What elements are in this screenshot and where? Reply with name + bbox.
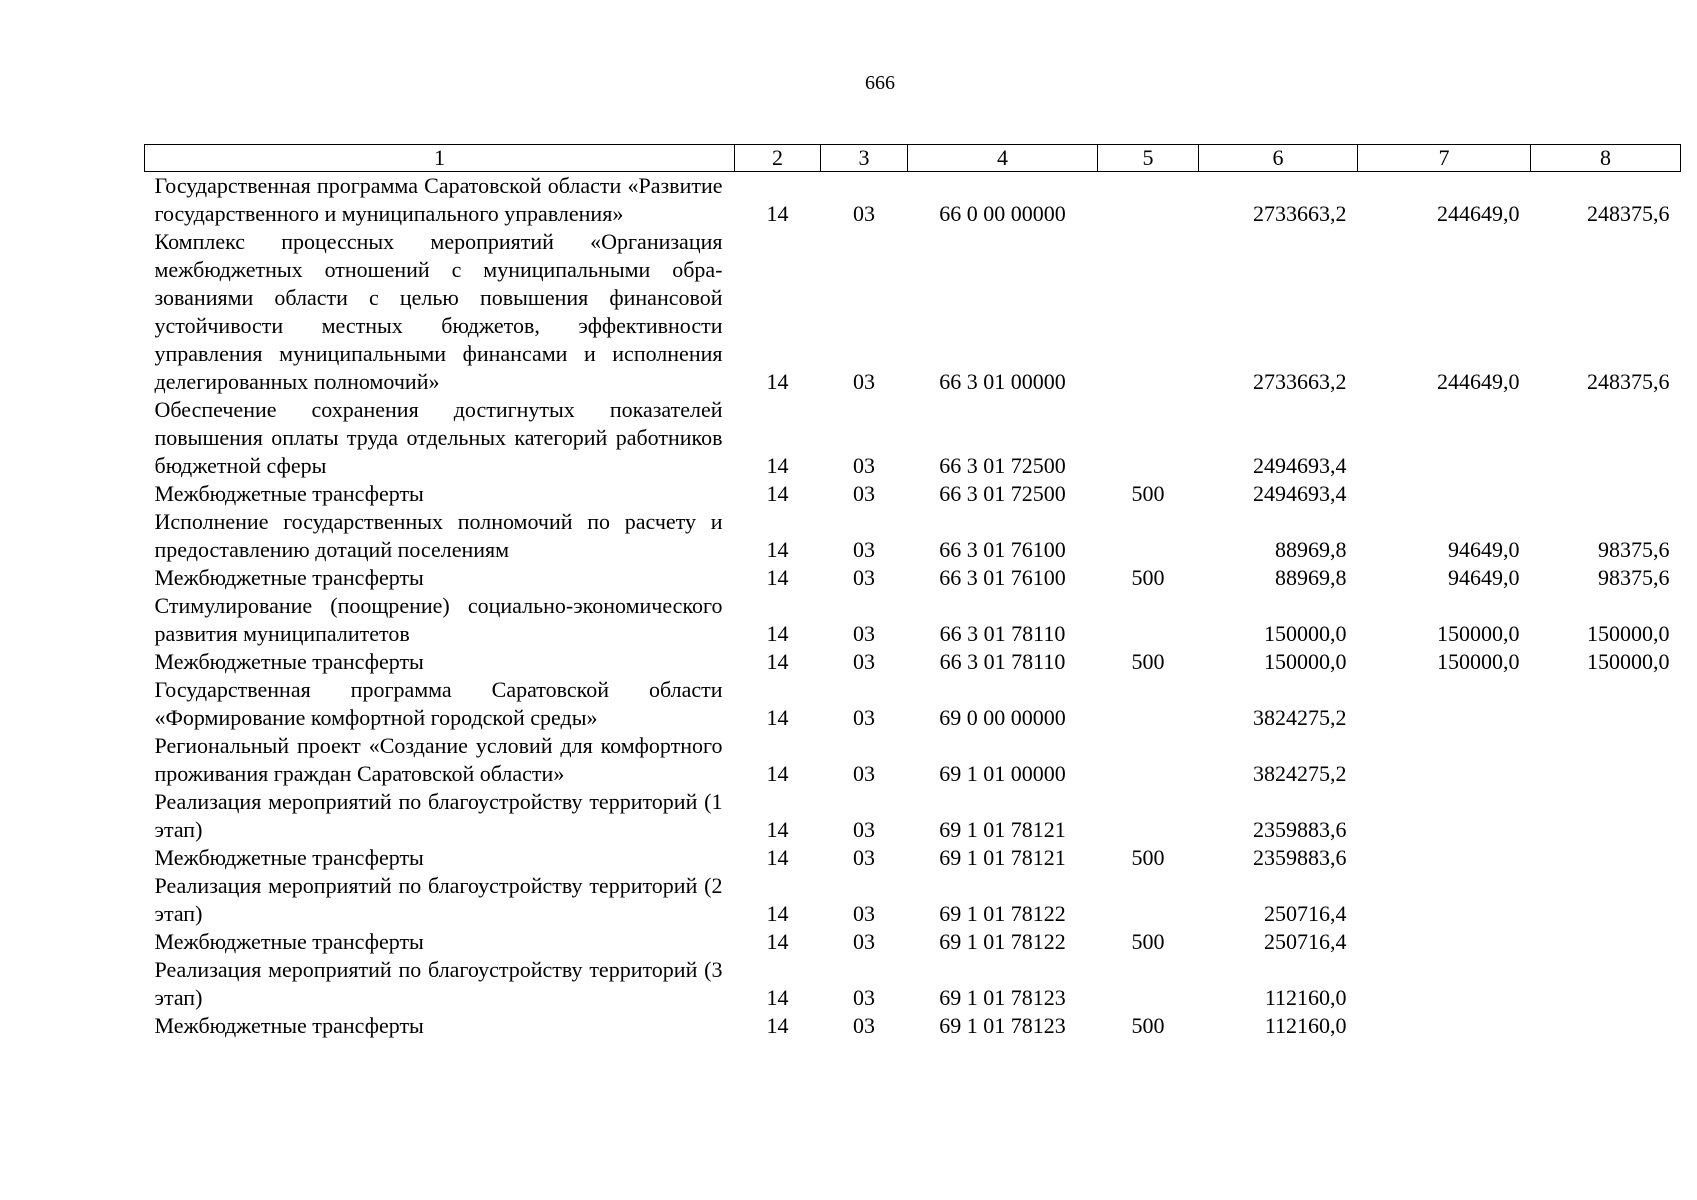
subsection-code: 03 — [853, 201, 875, 226]
amount-year-3: 98375,6 — [1598, 537, 1670, 562]
amount-year-2 — [1358, 396, 1531, 480]
section-code: 14 — [766, 985, 789, 1010]
amount-year-2 — [1358, 480, 1531, 508]
expense-type-code: 500 — [1131, 929, 1165, 954]
target-article-code: 69 1 01 78121 — [939, 845, 1066, 870]
amount-year-1: 88969,8 — [1275, 537, 1347, 562]
amount-year-3 — [1531, 676, 1681, 732]
row-name: Межбюджетные трансферты — [154, 845, 424, 870]
row-name: Комплекс процессных мероприятий «Организация межбюджетных отношений с муниципальными образованиями области с целью повышения финансовой устойчивости местных бюджетов, эффективности управления муниципальными финансами и исполнения делегированных полномочий» — [154, 229, 723, 394]
subsection-code: 03 — [853, 901, 875, 926]
amount-year-3 — [1531, 872, 1681, 928]
table-row — [145, 396, 1681, 480]
target-article-code: 69 1 01 78122 — [939, 929, 1066, 954]
row-name: Государственная программа Саратовской области «Формирование комфортной городской среды» — [154, 677, 723, 730]
subsection-code: 03 — [853, 761, 875, 786]
amount-year-1: 2359883,6 — [1253, 817, 1347, 842]
target-article-code: 69 1 01 00000 — [939, 761, 1066, 786]
section-code: 14 — [766, 453, 789, 478]
subsection-code: 03 — [853, 1013, 875, 1038]
target-article-code: 66 3 01 72500 — [939, 481, 1066, 506]
amount-year-1: 150000,0 — [1264, 649, 1347, 674]
column-header: 6 — [1199, 145, 1358, 172]
target-article-code: 69 1 01 78121 — [939, 817, 1066, 842]
section-code: 14 — [766, 845, 789, 870]
page-number: 666 — [865, 72, 895, 94]
expense-type-code — [1098, 676, 1199, 732]
amount-year-2 — [1358, 956, 1531, 1012]
row-name: Межбюджетные трансферты — [154, 565, 424, 590]
subsection-code: 03 — [853, 369, 875, 394]
amount-year-3: 248375,6 — [1587, 201, 1670, 226]
target-article-code: 66 3 01 76100 — [939, 537, 1066, 562]
amount-year-2 — [1358, 1012, 1531, 1040]
table-row — [145, 928, 1681, 956]
column-header: 3 — [821, 145, 908, 172]
row-name: Реализация мероприятий по благоустройству территорий (3 этап) — [154, 957, 723, 1010]
amount-year-3: 150000,0 — [1587, 621, 1670, 646]
table-row — [145, 732, 1681, 788]
target-article-code: 66 3 01 00000 — [939, 369, 1066, 394]
expense-type-code: 500 — [1131, 1013, 1165, 1038]
amount-year-1: 3824275,2 — [1253, 761, 1347, 786]
amount-year-3 — [1531, 396, 1681, 480]
subsection-code: 03 — [853, 817, 875, 842]
section-code: 14 — [766, 761, 789, 786]
amount-year-2: 94649,0 — [1448, 565, 1520, 590]
column-header: 8 — [1531, 145, 1681, 172]
row-name: Реализация мероприятий по благоустройству территорий (2 этап) — [154, 873, 723, 926]
column-header: 2 — [735, 145, 821, 172]
amount-year-3: 98375,6 — [1598, 565, 1670, 590]
amount-year-2 — [1358, 676, 1531, 732]
target-article-code: 66 3 01 72500 — [939, 453, 1066, 478]
table-row — [145, 648, 1681, 676]
table-row — [145, 228, 1681, 396]
row-name: Исполнение государственных полномочий по расчету и предоставлению дотаций поселениям — [154, 509, 723, 562]
row-name: Обеспечение сохранения достигнутых показателей повышения оплаты труда отдельных категорий работников бюджетной сферы — [154, 397, 723, 478]
subsection-code: 03 — [853, 985, 875, 1010]
table-row — [145, 676, 1681, 732]
table-row — [145, 844, 1681, 872]
expense-type-code — [1098, 396, 1199, 480]
row-name: Межбюджетные трансферты — [154, 1013, 424, 1038]
table-row — [145, 172, 1681, 229]
amount-year-3 — [1531, 844, 1681, 872]
target-article-code: 66 3 01 78110 — [939, 621, 1066, 646]
subsection-code: 03 — [853, 705, 875, 730]
target-article-code: 66 0 00 00000 — [939, 201, 1066, 226]
amount-year-3 — [1531, 788, 1681, 844]
subsection-code: 03 — [853, 929, 875, 954]
expense-type-code — [1098, 228, 1199, 396]
table-row — [145, 872, 1681, 928]
table-row — [145, 1012, 1681, 1040]
table-row — [145, 480, 1681, 508]
amount-year-2 — [1358, 844, 1531, 872]
column-header: 7 — [1358, 145, 1531, 172]
expense-type-code — [1098, 732, 1199, 788]
amount-year-2 — [1358, 928, 1531, 956]
table-row — [145, 564, 1681, 592]
amount-year-1: 2359883,6 — [1253, 845, 1347, 870]
amount-year-3 — [1531, 480, 1681, 508]
section-code: 14 — [766, 901, 789, 926]
amount-year-1: 2494693,4 — [1253, 481, 1347, 506]
amount-year-3: 150000,0 — [1587, 649, 1670, 674]
expense-type-code: 500 — [1131, 565, 1165, 590]
column-header: 1 — [145, 145, 735, 172]
row-name: Государственная программа Саратовской области «Развитие государственного и муниципального управления» — [154, 173, 723, 226]
subsection-code: 03 — [853, 481, 875, 506]
section-code: 14 — [766, 621, 789, 646]
amount-year-1: 250716,4 — [1264, 901, 1347, 926]
column-header: 5 — [1098, 145, 1199, 172]
row-name: Стимулирование (поощрение) социально-экономического развития муниципалитетов — [154, 593, 723, 646]
subsection-code: 03 — [853, 649, 875, 674]
expense-type-code — [1098, 172, 1199, 229]
target-article-code: 69 0 00 00000 — [939, 705, 1066, 730]
subsection-code: 03 — [853, 621, 875, 646]
amount-year-3 — [1531, 928, 1681, 956]
section-code: 14 — [766, 201, 789, 226]
section-code: 14 — [766, 705, 789, 730]
subsection-code: 03 — [853, 453, 875, 478]
expense-type-code: 500 — [1131, 845, 1165, 870]
amount-year-2: 244649,0 — [1437, 201, 1520, 226]
row-name: Реализация мероприятий по благоустройству территорий (1 этап) — [154, 789, 723, 842]
expense-type-code: 500 — [1131, 649, 1165, 674]
amount-year-2 — [1358, 732, 1531, 788]
amount-year-1: 2494693,4 — [1253, 453, 1347, 478]
target-article-code: 69 1 01 78123 — [939, 1013, 1066, 1038]
target-article-code: 69 1 01 78122 — [939, 901, 1066, 926]
table-row — [145, 592, 1681, 648]
section-code: 14 — [766, 537, 789, 562]
section-code: 14 — [766, 649, 789, 674]
amount-year-2: 94649,0 — [1448, 537, 1520, 562]
amount-year-2 — [1358, 872, 1531, 928]
table-row — [145, 956, 1681, 1012]
row-name: Межбюджетные трансферты — [154, 481, 424, 506]
section-code: 14 — [766, 481, 789, 506]
expense-type-code: 500 — [1131, 481, 1165, 506]
subsection-code: 03 — [853, 537, 875, 562]
amount-year-1: 112160,0 — [1264, 985, 1347, 1010]
subsection-code: 03 — [853, 845, 875, 870]
subsection-code: 03 — [853, 565, 875, 590]
section-code: 14 — [766, 817, 789, 842]
budget-table — [144, 144, 1681, 1040]
expense-type-code — [1098, 872, 1199, 928]
amount-year-1: 2733663,2 — [1253, 369, 1347, 394]
table-row — [145, 508, 1681, 564]
target-article-code: 69 1 01 78123 — [939, 985, 1066, 1010]
amount-year-2: 150000,0 — [1437, 621, 1520, 646]
section-code: 14 — [766, 369, 789, 394]
amount-year-3 — [1531, 956, 1681, 1012]
amount-year-2: 150000,0 — [1437, 649, 1520, 674]
amount-year-1: 3824275,2 — [1253, 705, 1347, 730]
table-row — [145, 788, 1681, 844]
target-article-code: 66 3 01 78110 — [939, 649, 1066, 674]
amount-year-1: 150000,0 — [1264, 621, 1347, 646]
row-name: Межбюджетные трансферты — [154, 929, 424, 954]
column-header: 4 — [908, 145, 1098, 172]
section-code: 14 — [766, 565, 789, 590]
row-name: Региональный проект «Создание условий для комфортного проживания граждан Саратовской области» — [154, 733, 723, 786]
amount-year-2: 244649,0 — [1437, 369, 1520, 394]
amount-year-3: 248375,6 — [1587, 369, 1670, 394]
amount-year-1: 2733663,2 — [1253, 201, 1347, 226]
section-code: 14 — [766, 1013, 789, 1038]
expense-type-code — [1098, 956, 1199, 1012]
expense-type-code — [1098, 508, 1199, 564]
amount-year-1: 112160,0 — [1264, 1013, 1347, 1038]
amount-year-2 — [1358, 788, 1531, 844]
amount-year-1: 88969,8 — [1275, 565, 1347, 590]
amount-year-1: 250716,4 — [1264, 929, 1347, 954]
section-code: 14 — [766, 929, 789, 954]
column-number-row — [145, 145, 1681, 172]
expense-type-code — [1098, 788, 1199, 844]
table-body — [145, 172, 1681, 1041]
amount-year-3 — [1531, 1012, 1681, 1040]
row-name: Межбюджетные трансферты — [154, 649, 424, 674]
expense-type-code — [1098, 592, 1199, 648]
target-article-code: 66 3 01 76100 — [939, 565, 1066, 590]
amount-year-3 — [1531, 732, 1681, 788]
